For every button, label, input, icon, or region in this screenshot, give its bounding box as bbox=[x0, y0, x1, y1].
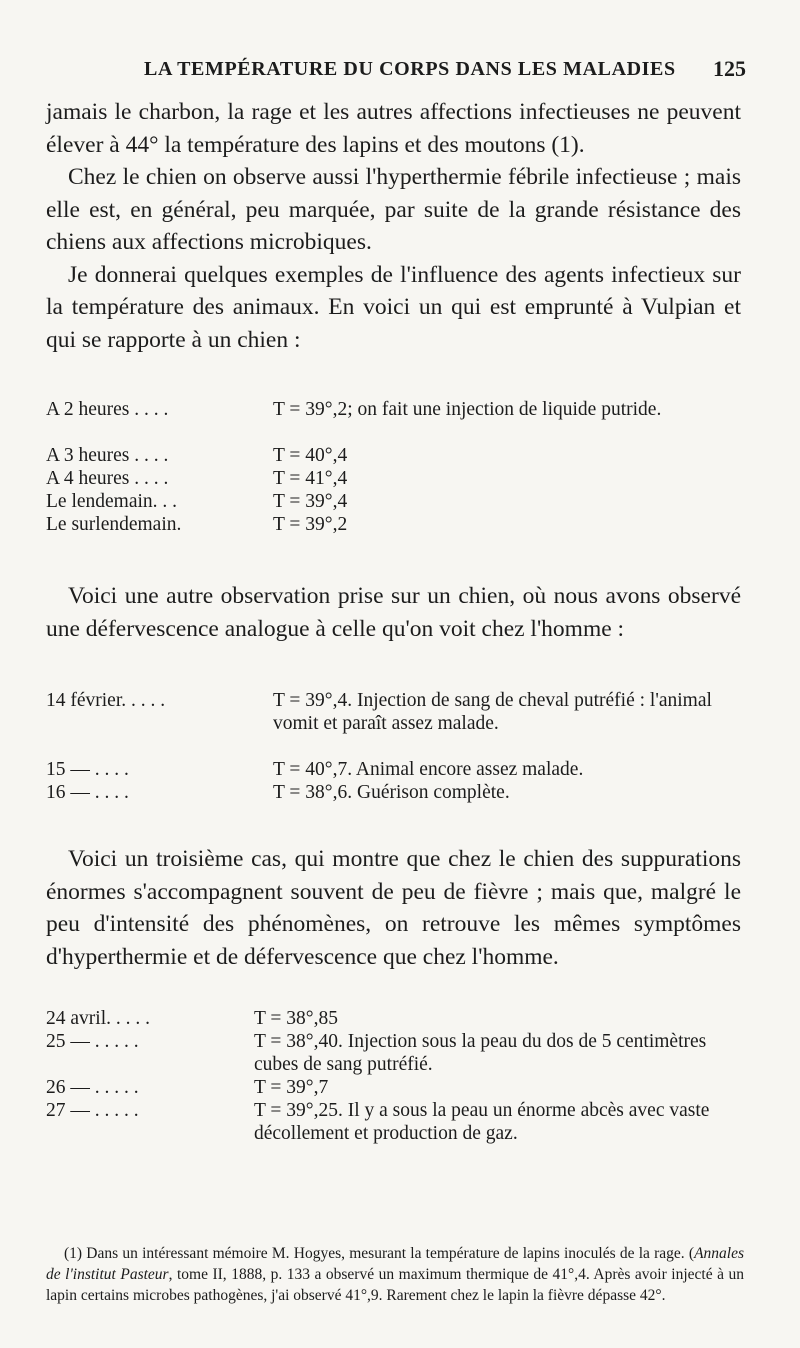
paragraph: Voici une autre observation prise sur un chien, où nous avons observé une défervescence analogue à celle qu'on voit chez l'homme : bbox=[46, 583, 741, 642]
table-row bbox=[46, 781, 746, 804]
observation-table-1 bbox=[46, 398, 746, 536]
note: on fait une injection de liquide putride. bbox=[357, 399, 662, 420]
time-cell: A 3 heures . . . . bbox=[46, 445, 169, 466]
table-row bbox=[46, 1099, 746, 1168]
paragraph: Voici un troisième cas, qui montre que chez le chien des suppurations énormes s'accompagnent souvent de peu de fièvre ; mais que, malgré le peu d'intensité des phénomènes, on retrouve les mêmes symptômes d'hyperthermie et de défervescence que chez l'homme. bbox=[46, 846, 741, 970]
temp-cell bbox=[273, 398, 743, 421]
date-cell: 24 avril. . . . . bbox=[46, 1008, 150, 1029]
temperature: T = 40°,7. bbox=[273, 759, 353, 780]
page-number: 125 bbox=[713, 56, 746, 81]
table-row bbox=[46, 398, 746, 444]
note: Il y a sous la peau un énorme abcès avec vaste décollement et production de gaz. bbox=[254, 1100, 710, 1144]
temp-cell bbox=[273, 781, 510, 804]
table-row bbox=[46, 689, 746, 758]
table-row bbox=[46, 444, 746, 467]
footnote-text-start: (1) Dans un intéressant mémoire M. Hogyes, mesurant la température de lapins inoculés de la rage. ( bbox=[64, 1245, 695, 1262]
date-cell: 16 — . . . . bbox=[46, 782, 129, 803]
date-cell: 27 — . . . . . bbox=[46, 1100, 139, 1121]
footnote bbox=[46, 1243, 744, 1306]
temperature: T = 39°,2 bbox=[273, 514, 348, 535]
temp-cell bbox=[273, 758, 583, 781]
table-row bbox=[46, 513, 746, 536]
date-cell: 14 février. . . . . bbox=[46, 690, 166, 711]
paragraph: Je donnerai quelques exemples de l'influence des agents infectieux sur la température des animaux. En voici un qui est emprunté à Vulpian et qui se rapporte à un chien : bbox=[46, 261, 741, 353]
running-title: LA TEMPÉRATURE DU CORPS DANS LES MALADIES bbox=[144, 58, 676, 80]
time-cell: Le surlendemain. bbox=[46, 514, 182, 535]
temperature: T = 40°,4 bbox=[273, 445, 348, 466]
temperature: T = 39°,2; bbox=[273, 399, 353, 420]
temperature: T = 38°,40. bbox=[254, 1031, 343, 1052]
temperature: T = 39°,4. bbox=[273, 690, 353, 711]
temperature: T = 41°,4 bbox=[273, 468, 348, 489]
date-cell: 25 — . . . . . bbox=[46, 1031, 139, 1052]
second-text bbox=[46, 580, 741, 645]
temperature: T = 39°,7 bbox=[254, 1077, 329, 1098]
paragraph: Chez le chien on observe aussi l'hyperthermie fébrile infectieuse ; mais elle est, en général, peu marquée, par suite de la grande résistance des chiens aux affections microbiques. bbox=[46, 164, 741, 255]
time-cell: A 4 heures . . . . bbox=[46, 468, 169, 489]
note: Animal encore assez malade. bbox=[355, 759, 584, 780]
temp-cell bbox=[254, 1099, 744, 1145]
temp-cell bbox=[273, 689, 743, 735]
paragraph: jamais le charbon, la rage et les autres affections infectieuses ne peuvent élever à 44° la température des lapins et des moutons (1). bbox=[46, 99, 741, 158]
intro-text bbox=[46, 96, 741, 356]
note: Injection sous la peau du dos de 5 centimètres cubes de sang putréfié. bbox=[254, 1031, 707, 1075]
table-row bbox=[46, 1030, 746, 1076]
page-header bbox=[46, 58, 746, 88]
table-row bbox=[46, 467, 746, 490]
time-cell: A 2 heures . . . . bbox=[46, 399, 169, 420]
footnote-text bbox=[46, 1243, 744, 1306]
date-cell: 26 — . . . . . bbox=[46, 1077, 139, 1098]
observation-table-2 bbox=[46, 689, 746, 804]
note: Guérison complète. bbox=[356, 782, 510, 803]
journal-title: Annales de l'institut Pasteur bbox=[46, 1245, 744, 1283]
table-row bbox=[46, 490, 746, 513]
time-cell: Le lendemain. . . bbox=[46, 491, 178, 512]
third-text bbox=[46, 843, 741, 973]
temperature: T = 39°,25. bbox=[254, 1100, 343, 1121]
note: Injection de sang de cheval putréfié : l'animal vomit et paraît assez malade. bbox=[273, 690, 712, 734]
temperature: T = 38°,85 bbox=[254, 1008, 338, 1029]
temperature: T = 38°,6. bbox=[273, 782, 353, 803]
footnote-text-end: , tome II, 1888, p. 133 a observé un maximum thermique de 41°,4. Après avoir injecté à un lapin certains microbes pathogènes, j'ai observé 41°,9. Rarement chez le lapin la fièvre dépasse 42°. bbox=[46, 1266, 744, 1304]
date-cell: 15 — . . . . bbox=[46, 759, 129, 780]
observation-table-3 bbox=[46, 1007, 746, 1168]
table-row bbox=[46, 1076, 746, 1099]
temp-cell bbox=[254, 1030, 744, 1076]
table-row bbox=[46, 1007, 746, 1030]
temperature: T = 39°,4 bbox=[273, 491, 348, 512]
table-row bbox=[46, 758, 746, 781]
